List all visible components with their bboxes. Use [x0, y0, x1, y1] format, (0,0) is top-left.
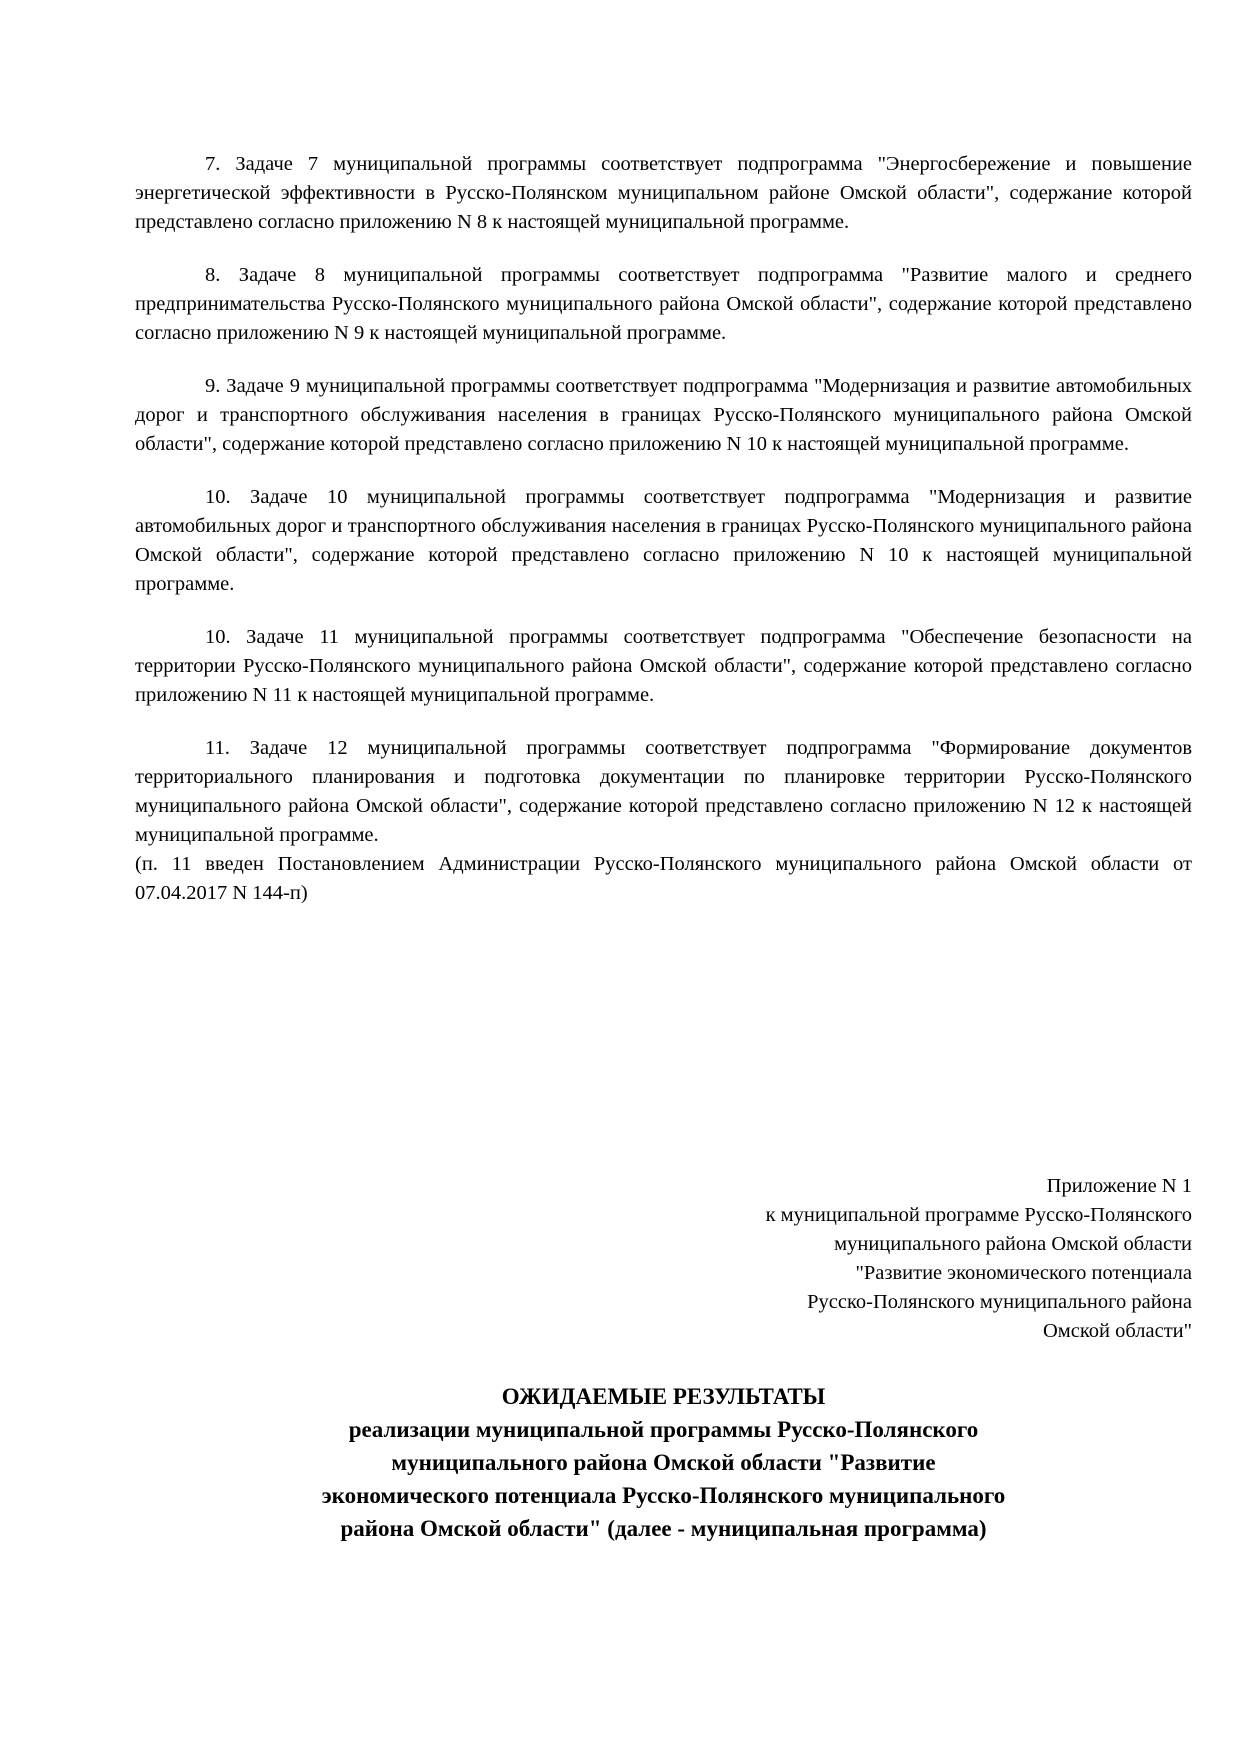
paragraph-11: 11. Задаче 12 муниципальной программы соответствует подпрограмма "Формирование документов территориального планирования и подготовка документации по планировке территории Русско-Полянского муниципального района Омской области", содержание которой представлено согласно приложению N 12 к настоящей муниципальной программе.	[135, 737, 1192, 846]
section-title	[135, 1380, 1192, 1545]
appendix-line: "Развитие экономического потенциала	[855, 1262, 1192, 1284]
appendix-line: Приложение N 1	[1046, 1175, 1192, 1197]
paragraph-10b: 10. Задаче 11 муниципальной программы соответствует подпрограмма "Обеспечение безопасности на территории Русско-Полянского муниципального района Омской области", содержание которой представлено согласно приложению N 11 к настоящей муниципальной программе.	[135, 626, 1192, 706]
title-line: района Омской области" (далее - муниципальная программа)	[340, 1516, 987, 1541]
amendment-note: (п. 11 введен Постановлением Администрации Русско-Полянского муниципального района Омской области от 07.04.2017 N 144-п)	[135, 853, 1192, 904]
title-line: ОЖИДАЕМЫЕ РЕЗУЛЬТАТЫ	[501, 1384, 826, 1409]
title-line: реализации муниципальной программы Русско-Полянского	[348, 1417, 979, 1442]
title-line: муниципального района Омской области "Развитие	[391, 1450, 936, 1475]
appendix-line: муниципального района Омской области	[834, 1233, 1192, 1255]
paragraph-9: 9. Задаче 9 муниципальной программы соответствует подпрограмма "Модернизация и развитие автомобильных дорог и транспортного обслуживания населения в границах Русско-Полянского муниципального района Омской области", содержание которой представлено согласно приложению N 10 к настоящей муниципальной программе.	[135, 375, 1192, 455]
appendix-line: к муниципальной программе Русско-Полянского	[765, 1204, 1192, 1226]
document-body	[135, 150, 1192, 908]
appendix-line: Омской области"	[1042, 1320, 1192, 1342]
paragraph-7: 7. Задаче 7 муниципальной программы соответствует подпрограмма "Энергосбережение и повышение энергетической эффективности в Русско-Полянском муниципальном районе Омской области", содержание которой представлено согласно приложению N 8 к настоящей муниципальной программе.	[135, 153, 1192, 233]
paragraph-8: 8. Задаче 8 муниципальной программы соответствует подпрограмма "Развитие малого и среднего предпринимательства Русско-Полянского муниципального района Омской области", содержание которой представлено согласно приложению N 9 к настоящей муниципальной программе.	[135, 264, 1192, 344]
title-line: экономического потенциала Русско-Полянского муниципального	[321, 1483, 1006, 1508]
appendix-header	[766, 1172, 1192, 1346]
paragraph-10: 10. Задаче 10 муниципальной программы соответствует подпрограмма "Модернизация и развитие автомобильных дорог и транспортного обслуживания населения в границах Русско-Полянского муниципального района Омской области", содержание которой представлено согласно приложению N 10 к настоящей муниципальной программе.	[135, 486, 1192, 595]
appendix-line: Русско-Полянского муниципального района	[807, 1291, 1192, 1313]
